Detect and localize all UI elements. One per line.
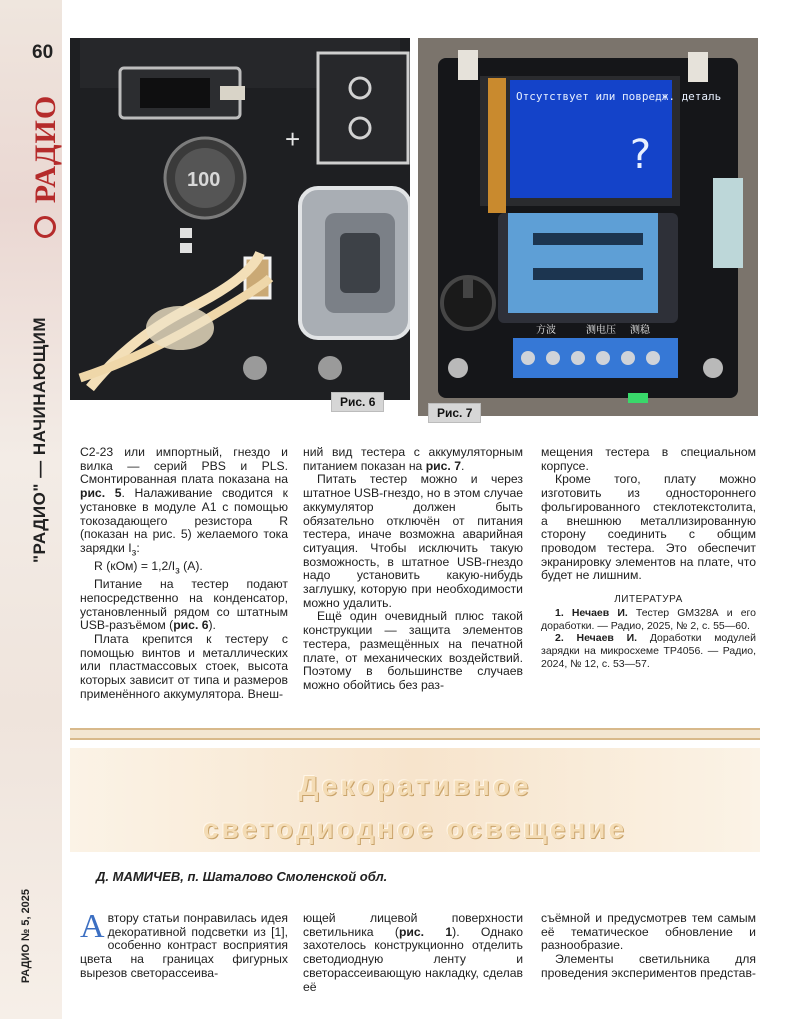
figure-6-photo [70,38,410,400]
formula: R $(кОм) = 1,2/I_з$ (А). [94,559,203,577]
logo-ring-icon [34,216,56,238]
paragraph: съёмной и предусмотрев тем самым её тематическое обновление и разнообразие. [541,911,756,953]
paragraph: мещения тестера в специальном корпусе. [541,445,756,473]
paragraph: С2-23 или импортный, гнездо и вилка — серий PBS и PLS. Смонтированная плата показана на рис. 5. Налаживание сводится к установке в модуле А1 с помощью токозадающего резистора R (показан на рис. 5) желаемого тока зарядки $I_з$: [80,445,288,559]
logo-text: РАДИО [29,94,62,204]
paragraph: Ещё один очевидный плюс такой конструкции — защита элементов тестера, размещённых на печатной плате, от механических воздействий. Поэтому в большинстве случаев можно обойтись без раз- [303,609,523,692]
svg-text:测电压: 测电压 [586,325,616,336]
article-author: Д. МАМИЧЕВ, п. Шаталово Смоленской обл. [96,869,388,884]
figure-6-caption: Рис. 6 [331,392,384,412]
paragraph: Питание на тестер подают непосредственно на конденсатор, установленный рядом со штатным USB-разъёмом (рис. 6). [80,577,288,633]
paragraph: Плата крепится к тестеру с помощью винтов и металлических или пластмассовых стоек, высота которых зависит от типа и размеров применённого аккумулятора. Внеш- [80,632,288,701]
article-column-1 [80,446,288,702]
paragraph: Питать тестер можно и через штатное USB-гнездо, но в этом случае аккумулятор должен быть обязательно отключён от питания тестера, иначе возможна аварийная ситуация. Чтобы исключить такую возможность, в штатное USB-гнездо надо установить какую-нибудь заглушку, которую при необходимости можно удалить. [303,472,523,610]
svg-text:测稳: 测稳 [630,325,650,336]
pcb-closeup-illustration [70,38,410,400]
svg-text:+: + [285,124,301,154]
figure-7-photo [418,38,758,416]
article-column-2 [303,446,523,693]
article-title-line1: Декоративное [298,770,532,801]
literature-item: 2. Нечаев И. Доработки модулей зарядки на микросхеме TP4056. — Радио, 2024, № 12, с. 53—57. [541,632,757,670]
drop-cap: А [80,908,105,945]
screen-question: ? [628,132,653,178]
page-number: 60 [32,42,54,63]
paragraph: Кроме того, плату можно изготовить из одностороннего фольгированного стеклотекстолита, а внешнюю металлизированную сторону соединить с общим проводом тестера. Это обеспечит экранировку элементов на плате, что будет не лишним. [541,472,756,583]
article2-column-2 [303,912,523,994]
zif-socket [508,213,658,313]
paragraph: ющей лицевой поверхности светильника (рис. 1). Однако захотелось конструкционно отделить светодиодную ленту и светорассеивающую накладку, сделав её [303,911,523,994]
issue-label: РАДИО № 5, 2025 [20,888,32,984]
paragraph: ний вид тестера с аккумуляторным питанием показан на рис. 7. [303,445,523,473]
literature-item: 1. Нечаев И. Тестер GM328А и его доработки. — Радио, 2025, № 2, с. 55—60. [541,606,756,632]
magazine-logo [26,70,66,240]
article-column-3 [541,446,756,671]
screen-line: Отсутствует или повредж. деталь [516,90,722,103]
article-title-line2: светодиодное освещение [202,813,628,844]
inductor-label: 100 [187,169,221,191]
literature-heading: ЛИТЕРАТУРА [614,594,683,606]
tester-illustration [418,38,758,416]
paragraph: Автору статьи понравилась идея декоративной подсветки из [1], особенно контраст восприятия цвета на границах фигурных вырезов светорассеива- [80,908,288,980]
section-divider [70,728,760,740]
svg-text:方波: 方波 [536,325,556,336]
figure-7-caption: Рис. 7 [428,403,481,423]
article2-column-1 [80,908,288,981]
side-strip [0,0,62,1019]
section-title: "РАДИО" — НАЧИНАЮЩИМ [30,316,49,564]
article2-column-3 [541,912,756,981]
paragraph: Элементы светильника для проведения экспериментов представ- [541,952,756,980]
